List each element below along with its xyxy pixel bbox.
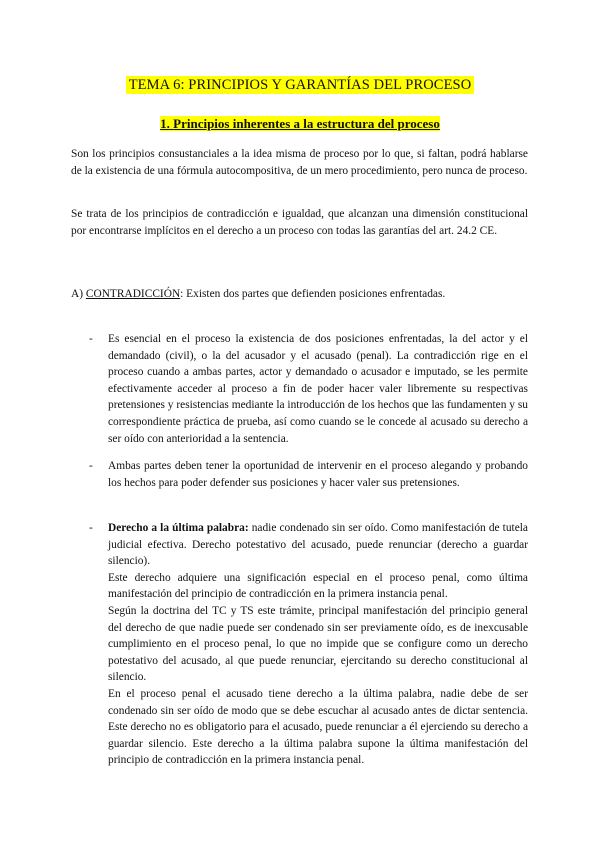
title-wrap xyxy=(0,76,600,94)
bullet-3-paragraph-4: En el proceso penal el acusado tiene derecho a la última palabra, nadie debe de ser condenado sin ser oído de modo que se debe escuchar al acusado antes de dictar sentencia. Este derecho no es obligatorio para el acusado, puede renunciar a él ejerciendo su derecho a guardar silencio. Este derecho a la última palabra supone la última manifestación del principio de contradicción en la primera instancia penal. xyxy=(108,687,528,767)
bullet-dash: - xyxy=(89,460,93,472)
section-title: Principios inherentes a la estructura del proceso xyxy=(173,116,440,131)
bullet-1-text: Es esencial en el proceso la existencia de dos posiciones enfrentadas, la del actor y el demandado (civil), o la del acusador y el acusado (penal). La contradicción rige en el proceso cuando a ambas partes, actor y demandado o acusador e imputado, se les permite efectivamente acceder al proceso a fin de poder hacer valer libremente su respectivas pretensiones y resistencias mediante la introducción de los hechos que las fundamenten y su correspondiente práctica de prueba, así como cuando se le concede al acusado su derecho a ser oído con anterioridad a la sentencia. xyxy=(108,333,528,445)
contradiccion-prefix: A) xyxy=(71,288,86,300)
section-heading xyxy=(0,116,600,132)
bullet-3-first xyxy=(108,520,528,570)
bullet-3-paragraph-3: Según la doctrina del TC y TS este trámite, principal manifestación del principio general del derecho de que nadie puede ser condenado sin ser previamente oído, es de inexcusable cumplimiento en el proceso penal, lo que no impide que se configure como un derecho potestativo del acusado, al que puede renunciar, ejercitando su derecho constitucional al silencio. xyxy=(108,604,528,684)
page-title: TEMA 6: PRINCIPIOS Y GARANTÍAS DEL PROCESO xyxy=(126,76,475,94)
bullet-3-text: nadie condenado sin ser oído. Como manifestación de tutela judicial efectiva. Derecho potestativo del acusado, puede renunciar (derecho a guardar silencio). xyxy=(108,522,528,568)
bullet-3-paragraph-2: Este derecho adquiere una significación especial en el proceso penal, como última manifestación del principio de contradicción en la primera instancia penal. xyxy=(108,571,528,601)
intro-paragraph-2: Se trata de los principios de contradicción e igualdad, que alcanzan una dimensión constitucional por encontrarse implícitos en el derecho a un proceso con todas las garantías del art. 24.2 CE. xyxy=(71,208,528,237)
bullet-3-bold-label: Derecho a la última palabra: xyxy=(108,522,249,534)
bullet-dash: - xyxy=(89,522,93,534)
bullet-2-text: Ambas partes deben tener la oportunidad de intervenir en el proceso alegando y probando los hechos para poder defender sus posiciones y hacer valer sus pretensiones. xyxy=(108,460,528,489)
contradiccion-description: : Existen dos partes que defienden posiciones enfrentadas. xyxy=(180,288,446,300)
bullet-dash: - xyxy=(89,333,93,345)
bullet-3-block xyxy=(108,520,528,769)
section-number: 1. xyxy=(160,116,170,131)
contradiccion-label: CONTRADICCIÓN xyxy=(85,288,181,300)
contradiccion-heading xyxy=(71,286,445,302)
intro-paragraph-1: Son los principios consustanciales a la idea misma de proceso por lo que, si faltan, podrá hablarse de la existencia de una fórmula autocompositiva, de un mero procedimiento, pero nunca de proceso. xyxy=(71,148,528,177)
